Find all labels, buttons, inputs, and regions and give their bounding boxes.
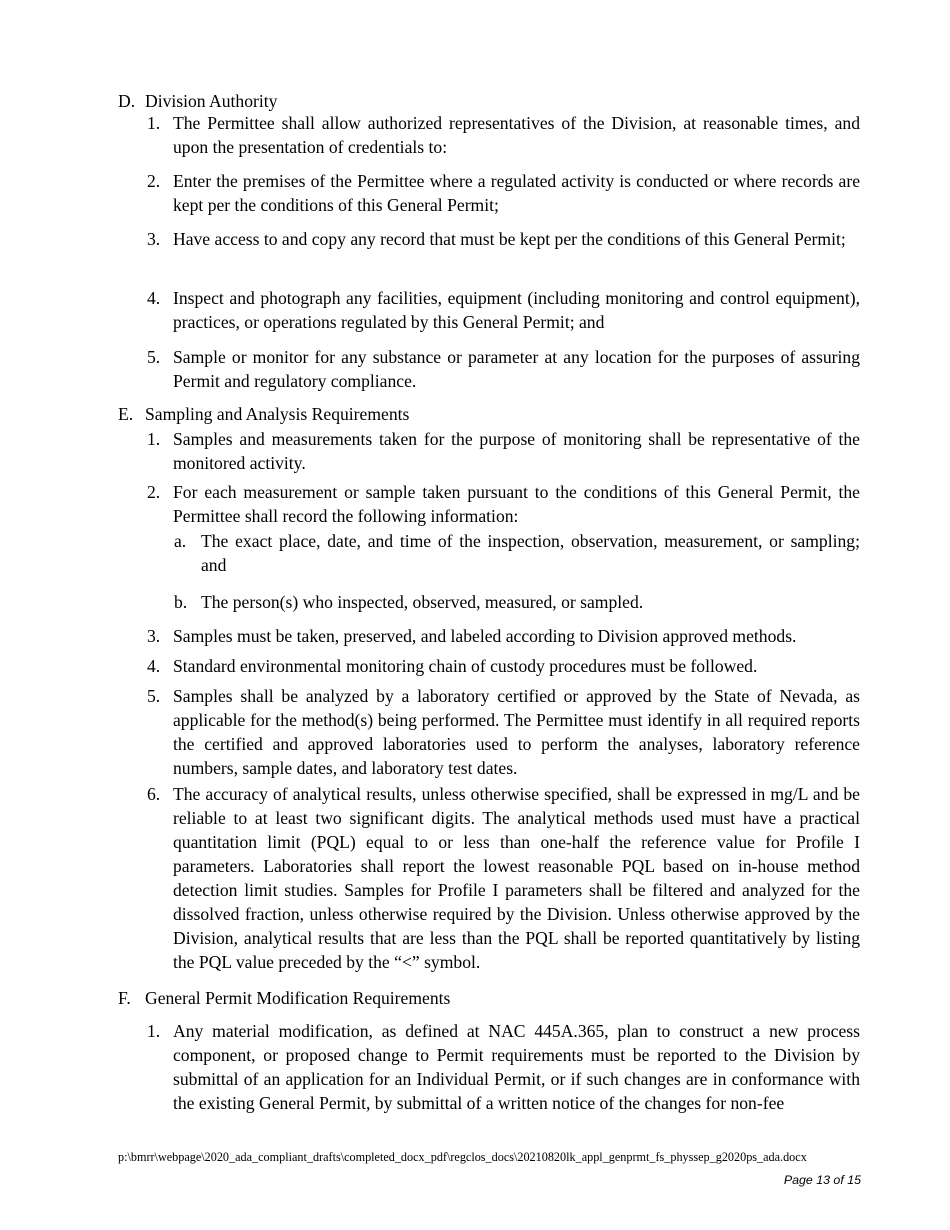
section-d-heading [118,89,860,113]
item-text: Samples and measurements taken for the purpose of monitoring shall be representative of the monitored activity. [173,429,860,473]
item-letter: b. [174,592,188,612]
item-number: 3. [147,626,161,646]
item-number: 4. [147,656,161,676]
item-number: 4. [147,288,161,308]
section-title: Division Authority [145,91,278,111]
item-number: 2. [147,482,161,502]
list-item [147,111,860,159]
sub-list-item [174,590,860,614]
section-f-heading [118,986,860,1010]
item-text: Enter the premises of the Permittee where a regulated activity is conducted or where records are kept per the conditions of this General Permit; [173,171,860,215]
list-item [147,654,860,678]
item-number: 2. [147,171,161,191]
footer-file-path: p:\bmrr\webpage\2020_ada_compliant_drafts\completed_docx_pdf\regclos_docs\20210820lk_appl_genprmt_fs_physsep_g2020ps_ada.docx [118,1150,807,1164]
item-text: Have access to and copy any record that must be kept per the conditions of this General Permit; [173,229,846,249]
item-number: 6. [147,784,161,804]
item-text: Inspect and photograph any facilities, equipment (including monitoring and control equipment), practices, or operations regulated by this General Permit; and [173,288,860,332]
list-item [147,1019,860,1115]
item-text: Standard environmental monitoring chain of custody procedures must be followed. [173,656,758,676]
item-text: Any material modification, as defined at NAC 445A.365, plan to construct a new process component, or proposed change to Permit requirements must be reported to the Division by submittal of an application for an Individual Permit, or if such changes are in conformance with the existing General Permit, by submittal of a written notice of the changes for non-fee [173,1021,860,1113]
list-item [147,169,860,217]
section-title: General Permit Modification Requirements [145,988,451,1008]
section-label: F. [118,988,131,1008]
item-text: Samples must be taken, preserved, and labeled according to Division approved methods. [173,626,797,646]
item-text: Samples shall be analyzed by a laboratory certified or approved by the State of Nevada, as applicable for the method(s) being performed. The Permittee must identify in all required reports the certified and approved laboratories used to perform the analyses, laboratory reference numbers, sample dates, and laboratory test dates. [173,686,860,778]
list-item [147,782,860,974]
list-item [147,684,860,780]
item-number: 5. [147,347,161,367]
page-number: Page 13 of 15 [783,1173,861,1187]
list-item [147,624,860,648]
item-text: For each measurement or sample taken pursuant to the conditions of this General Permit, the Permittee shall record the following information: [173,482,860,526]
list-item [147,480,860,528]
item-text: The exact place, date, and time of the inspection, observation, measurement, or sampling; and [201,531,860,575]
item-text: The Permittee shall allow authorized representatives of the Division, at reasonable times, and upon the presentation of credentials to: [173,113,860,157]
list-item [147,227,860,251]
item-text: Sample or monitor for any substance or parameter at any location for the purposes of assuring Permit and regulatory compliance. [173,347,860,391]
section-label: E. [118,404,134,424]
item-number: 5. [147,686,161,706]
list-item [147,427,860,475]
item-letter: a. [174,531,187,551]
item-text: The accuracy of analytical results, unless otherwise specified, shall be expressed in mg/L and be reliable to at least two significant digits. The analytical methods used must have a practical quantitation limit (PQL) equal to or less than one-half the reference value for Profile I parameters. Laboratories shall report the lowest reasonable PQL based on in-house method detection limit studies. Samples for Profile I parameters shall be filtered and analyzed for the dissolved fraction, unless otherwise required by the Division. Unless otherwise approved by the Division, analytical results that are less than the PQL shall be reported quantitatively by listing the PQL value preceded by the “<” symbol. [173,784,860,972]
item-number: 1. [147,1021,161,1041]
sub-list-item [174,529,860,577]
section-label: D. [118,91,136,111]
item-number: 3. [147,229,161,249]
section-title: Sampling and Analysis Requirements [145,404,410,424]
item-number: 1. [147,429,161,449]
section-e-heading [118,402,860,426]
list-item [147,286,860,334]
item-number: 1. [147,113,161,133]
item-text: The person(s) who inspected, observed, measured, or sampled. [201,592,644,612]
list-item [147,345,860,393]
